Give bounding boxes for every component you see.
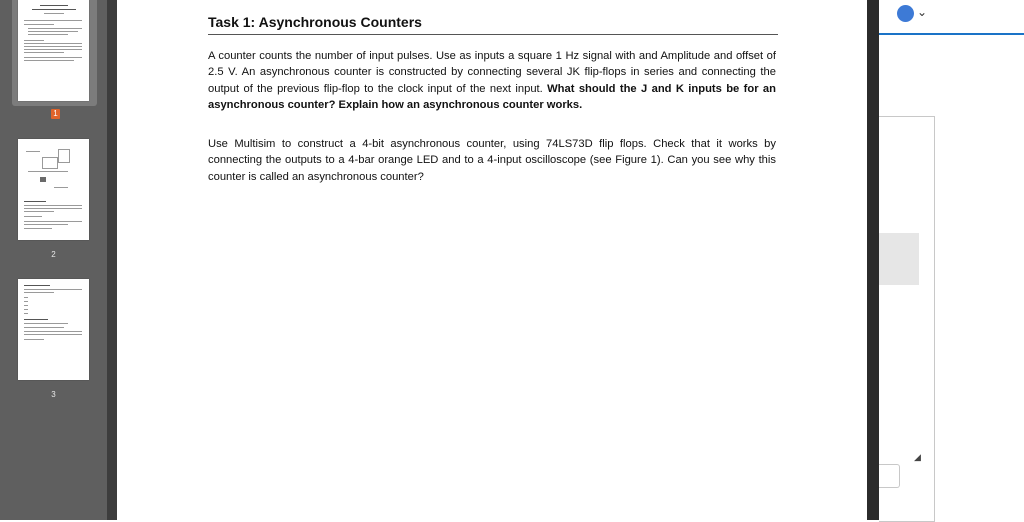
document-page [117, 0, 867, 520]
page-thumbnail-3[interactable] [18, 279, 89, 380]
page-thumbnail-2[interactable] [18, 139, 89, 240]
page-number-3: 3 [51, 390, 56, 399]
background-input-field[interactable] [879, 464, 900, 488]
thumbnail-sidebar [0, 0, 107, 520]
document-title: Task 1: Asynchronous Counters [208, 14, 778, 35]
background-panel-band [879, 233, 919, 285]
sidebar-gutter [107, 0, 117, 520]
account-chevron-down-icon[interactable]: ⌄ [917, 5, 928, 19]
user-avatar-icon[interactable] [897, 5, 914, 22]
page-number-1: 1 [51, 109, 60, 119]
background-panel [879, 116, 935, 522]
header-accent-line [879, 33, 1024, 35]
page-thumbnail-1[interactable] [18, 0, 89, 101]
page-number-2: 2 [51, 250, 56, 259]
viewer-edge [867, 0, 879, 520]
resize-handle-icon: ◢ [914, 452, 921, 462]
paragraph-1 [208, 48, 776, 114]
paragraph-1-text: A counter counts the number of input pulses. Use as inputs a square 1 Hz signal with and Amplitude and offset of 2.5 V. An asynchronous counter is constructed by connecting several JK flip-flops in series and connecting the output of the previous flip-flop to the clock input of the next input. [208, 50, 776, 95]
paragraph-2: Use Multisim to construct a 4-bit asynchronous counter, using 74LS73D flip flops. Check that it works by connecting the outputs to a 4-bar orange LED and to a 4-input oscilloscope (see Figure 1). Can you see why this counter is called an asynchronous counter? [208, 138, 776, 183]
paragraph-1-question: What should the J and K inputs be for an asynchronous counter? Explain how an asynchronous counter works. [208, 82, 776, 112]
